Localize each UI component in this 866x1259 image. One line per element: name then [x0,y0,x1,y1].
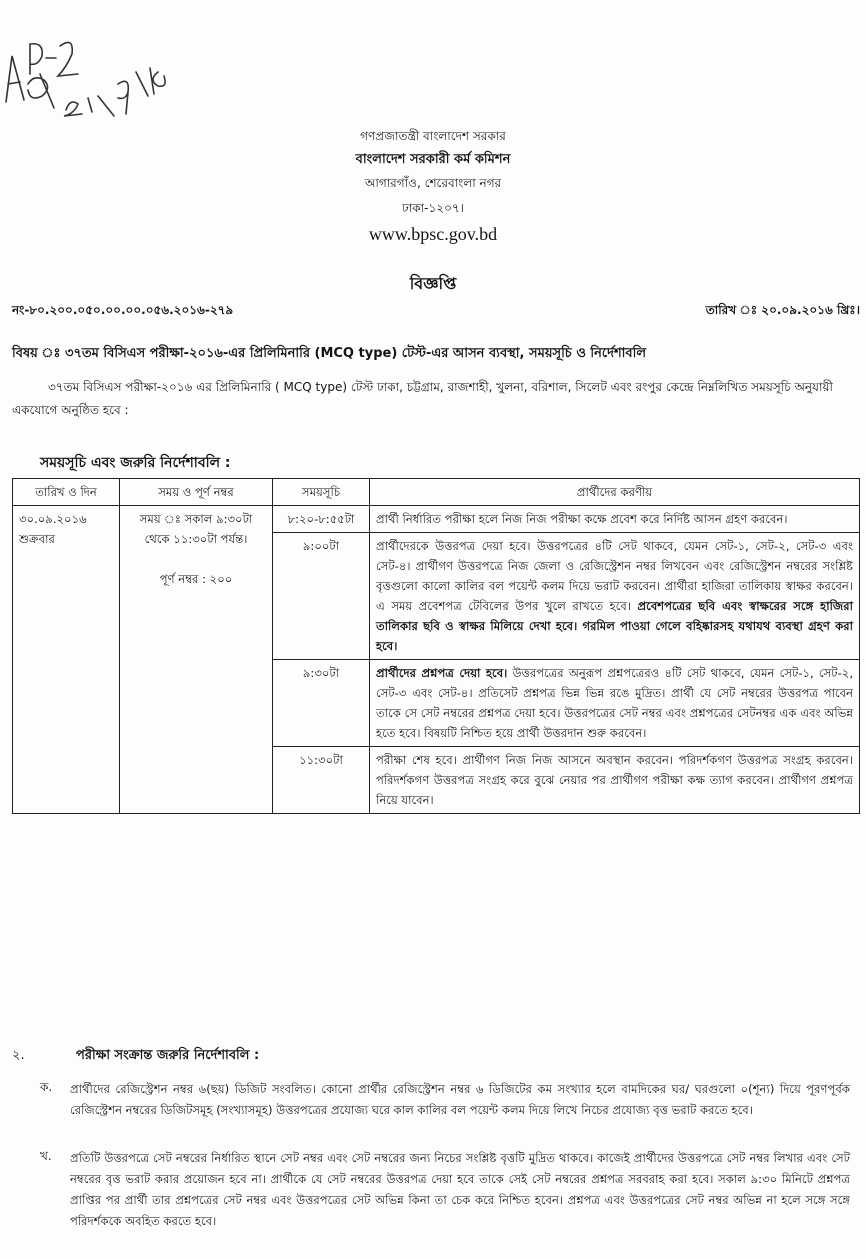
duty-text: উত্তরপত্রের অনুরূপ প্রশ্নপত্রেরও ৪টি সেট থাকবে, যেমন সেট-১, সেট-২, সেট-৩ এবং সেট-৪। প্রতিসেট প্রশ্নপত্র ভিন্ন ভিন্ন রঙে মুদ্রিত। প্রার্থী যে সেট নম্বরের উত্তরপত্র পাবেন তাকে সে সেট নম্বরের প্রশ্নপত্র দেয়া হবে। উত্তরপত্রের সেট নম্বর এবং প্রশ্নপত্রের সেটনম্বর এক এবং অভিন্ন হতে হবে। বিষয়টি নিশ্চিত হয়ে প্রার্থী উত্তরদান শুরু করবেন। [376,666,853,740]
list-item: প্রতিটি উত্তরপত্রে সেট নম্বরের নির্ধারিত স্থানে সেট নম্বর এবং সেট নম্বরের জন্য নিচের সংশ্লিষ্ট বৃত্তটি মুদ্রিত থাকবে। কাজেই প্রার্থীদের উত্তরপত্রে সেট নম্বর লিখার এবং সেট নম্বরের বৃত্ত ভরাট করার প্রয়োজন হবে না। প্রার্থীকে যে সেট নম্বরের উত্তরপত্র দেয়া হবে তাকে সেই সেট নম্বরের প্রশ্নপত্র সরবরাহ করা হবে। সকাল ৯:৩০ মিনিটে প্রশ্নপত্র প্রাপ্তির পর প্রার্থী তার প্রশ্নপত্রের সেট নম্বর এবং উত্তরপত্রের সেট অভিন্ন কিনা তা চেক করে নিশ্চিত হবেন। প্রশ্নপত্র এবং উত্তরপত্রের সেট নম্বর অভিন্ন না হলে সঙ্গে সঙ্গে পরিদর্শককে অবহিত করতে হবে। [70,1151,850,1228]
list-item-label: খ. [40,1149,52,1163]
duty-text: প্রার্থীদেরকে উত্তরপত্র দেয়া হবে। উত্তরপত্রের ৪টি সেট থাকবে, যেমন সেট-১, সেট-২, সেট-৩ এবং সেট-৪। প্রার্থীগণ উত্তরপত্রে নিজ জেলা ও রেজিস্ট্রেশন নম্বর লিখবেন এবং রেজিস্ট্রেশন নম্বরের সংশ্লিষ্ট বৃত্তগুলো কালো কালির বল পয়েন্ট কলম দিয়ে ভরাট করবেন। প্রার্থীরা হাজিরা তালিকায় স্বাক্ষর করবেন। এ সময় প্রবেশপত্র টেবিলের উপর খুলে রাখতে হবে। [376,539,853,613]
full-marks: পূর্ণ নম্বর : ২০০ [159,572,233,586]
header-city: ঢাকা-১২০৭। [402,201,464,215]
col-header-schedule: সময়সূচি [273,479,370,506]
header-address: আগারগাঁও, শেরেবাংলা নগর [364,176,502,190]
schedule-time: ৯:৩০টা [273,660,370,747]
time-marks-cell [120,506,273,814]
section2-title: পরীক্ষা সংক্রান্ত জরুরি নির্দেশাবলি : [76,1048,260,1063]
notice-title: বিজ্ঞপ্তি [409,274,457,293]
schedule-time: ১১:৩০টা [273,747,370,814]
schedule-section-title: সময়সূচি এবং জরুরি নির্দেশাবলি : [40,455,231,471]
duty-text: প্রার্থী নির্ধারিত পরীক্ষা হলে নিজ নিজ পরীক্ষা কক্ষে প্রবেশ করে নির্দিষ্ট আসন গ্রহণ করবেন। [370,506,860,533]
list-item-label: ক. [40,1080,53,1094]
memo-number: নং-৮০.২০০.০৫০.০০.০০.০৫৬.২০১৬-২৭৯ [12,303,234,317]
exam-day: শুক্রবার [19,532,55,546]
col-header-duties: প্রার্থীদের করণীয় [370,479,860,506]
duty-text: পরীক্ষা শেষ হবে। প্রার্থীগণ নিজ নিজ আসনে অবস্থান করবেন। পরিদর্শকগণ উত্তরপত্র সংগ্রহ করবেন। পরিদর্শকগণ উত্তরপত্র সংগ্রহ করে বুঝে নেয়ার পর প্রার্থীগণ পরীক্ষা কক্ষ ত্যাগ করবেন। প্রার্থীগণ প্রশ্নপত্র নিয়ে যাবেন। [370,747,860,814]
table-header-row [13,479,860,506]
exam-time-range: সময় ঃ সকাল ৯:৩০টা থেকে ১১:৩০টা পর্যন্ত। [139,512,253,546]
duty-cell [370,660,860,747]
section2-number: ২. [12,1048,25,1063]
header-commission: বাংলাদেশ সরকারী কর্ম কমিশন [355,152,511,167]
list-item: প্রার্থীদের রেজিস্ট্রেশন নম্বর ৬(ছয়) ডিজিট সংবলিত। কোনো প্রার্থীর রেজিস্ট্রেশন নম্বর ৬ ডিজিটের কম সংখ্যার হলে বামদিকের ঘর/ ঘরগুলো ০(শূন্য) দিয়ে পূরণপূর্বক রেজিস্ট্রেশন নম্বরের ডিজিটসমূহ (সংখ্যাসমূহ) উত্তরপত্রের প্রযোজ্য ঘরে কাল কালির বল পয়েন্ট কলম দিয়ে লিখে নিচের প্রযোজ্য বৃত্ত ভরাট করতে হবে। [70,1082,850,1117]
duty-text-bold: প্রবেশপত্রের ছবি এবং স্বাক্ষরের সঙ্গে হাজিরা তালিকার ছবি ও স্বাক্ষর মিলিয়ে দেখা হবে। গরমিল পাওয়া গেলে বহিষ্কারসহ যথাযথ ব্যবস্থা গ্রহণ করা হবে। [376,599,854,653]
notice-date: তারিখ ঃ ২০.০৯.২০১৬ খ্রিঃ। [705,303,860,317]
schedule-time: ৯:০০টা [273,533,370,660]
header-government: গণপ্রজাতন্ত্রী বাংলাদেশ সরকার [360,129,506,143]
exam-date-cell [13,506,120,814]
intro-paragraph: ৩৭তম বিসিএস পরীক্ষা-২০১৬ এর প্রিলিমিনারি ( MCQ type) টেস্ট ঢাকা, চট্টগ্রাম, রাজশাহী, খুলনা, বরিশাল, সিলেট এবং রংপুর কেন্দ্রে নিম্নলিখিত সময়সূচি অনুযায়ী একযোগে অনুষ্ঠিত হবে : [12,380,833,417]
table-row [13,506,860,533]
handwritten-annotation [0,14,190,124]
col-header-date: তারিখ ও দিন [13,479,120,506]
schedule-table [12,478,860,814]
header-website[interactable]: www.bpsc.gov.bd [368,224,498,244]
schedule-time: ৮:২০-৮:৫৫টা [273,506,370,533]
duty-cell [370,533,860,660]
col-header-time-marks: সময় ও পূর্ণ নম্বর [120,479,273,506]
duty-text-bold: প্রার্থীদের প্রশ্নপত্র দেয়া হবে। [376,666,508,680]
subject-line: বিষয় ঃ ৩৭তম বিসিএস পরীক্ষা-২০১৬-এর প্রিলিমিনারি (MCQ type) টেস্ট-এর আসন ব্যবস্থা, সময়সূচি ও নির্দেশাবলি [12,346,647,361]
exam-date: ৩০.০৯.২০১৬ [19,512,87,526]
